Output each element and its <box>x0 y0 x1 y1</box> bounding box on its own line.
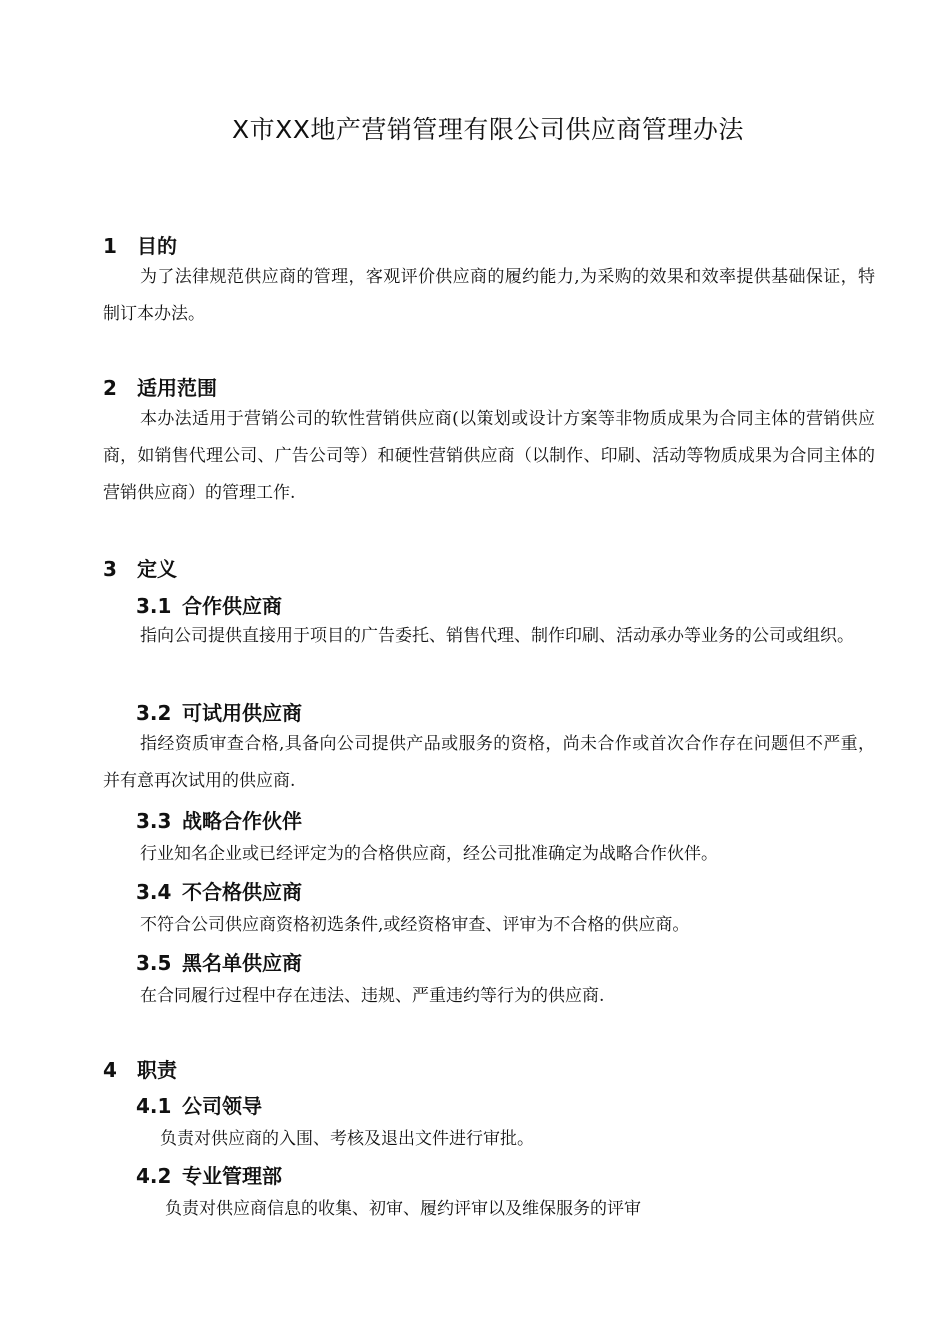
subsection-number: 3.5 <box>136 951 172 975</box>
subsection-number: 4.1 <box>136 1094 172 1118</box>
section-number: 3 <box>103 557 117 581</box>
subsection-title: 战略合作伙伴 <box>182 809 302 833</box>
subsection-4-1-heading <box>136 1090 262 1119</box>
section-4-heading <box>103 1054 177 1083</box>
section-1-paragraph: 为了法律规范供应商的管理，客观评价供应商的履约能力,为采购的效果和效率提供基础保证，特制订本办法。 <box>103 267 875 324</box>
subsection-3-1-paragraph: 指向公司提供直接用于项目的广告委托、销售代理、制作印刷、活动承办等业务的公司或组织。 <box>140 626 854 646</box>
section-number: 2 <box>103 376 117 400</box>
subsection-4-1-paragraph: 负责对供应商的入围、考核及退出文件进行审批。 <box>160 1129 534 1149</box>
subsection-title: 不合格供应商 <box>182 880 302 904</box>
section-title: 定义 <box>137 557 177 581</box>
subsection-number: 3.4 <box>136 880 172 904</box>
subsection-3-2-paragraph: 指经资质审查合格,具备向公司提供产品或服务的资格，尚未合作或首次合作存在问题但不严重，并有意再次试用的供应商. <box>103 734 875 791</box>
subsection-title: 可试用供应商 <box>182 701 302 725</box>
subsection-3-5-heading <box>136 947 302 976</box>
subsection-number: 3.3 <box>136 809 172 833</box>
subsection-3-1-heading <box>136 590 282 619</box>
subsection-title: 合作供应商 <box>182 594 282 618</box>
subsection-3-4-heading <box>136 876 302 905</box>
subsection-4-2-heading <box>136 1160 282 1189</box>
subsection-3-2-heading <box>136 697 302 726</box>
subsection-title: 黑名单供应商 <box>182 951 302 975</box>
subsection-number: 3.1 <box>136 594 172 618</box>
subsection-title: 公司领导 <box>182 1094 262 1118</box>
subsection-title: 专业管理部 <box>182 1164 282 1188</box>
section-number: 1 <box>103 234 117 258</box>
subsection-4-2-paragraph: 负责对供应商信息的收集、初审、履约评审以及维保服务的评审 <box>165 1199 641 1219</box>
section-3-heading <box>103 553 177 582</box>
section-number: 4 <box>103 1058 117 1082</box>
document-title: X市XX地产营销管理有限公司供应商管理办法 <box>232 115 744 144</box>
subsection-3-4-paragraph: 不符合公司供应商资格初选条件,或经资格审查、评审为不合格的供应商。 <box>140 915 690 935</box>
subsection-3-5-paragraph: 在合同履行过程中存在违法、违规、严重违约等行为的供应商. <box>140 986 605 1006</box>
section-title: 目的 <box>137 234 177 258</box>
subsection-3-3-heading <box>136 805 302 834</box>
subsection-number: 3.2 <box>136 701 172 725</box>
section-2-heading <box>103 372 217 401</box>
section-title: 适用范围 <box>137 376 217 400</box>
section-2-paragraph: 本办法适用于营销公司的软性营销供应商(以策划或设计方案等非物质成果为合同主体的营销供应商，如销售代理公司、广告公司等）和硬性营销供应商（以制作、印刷、活动等物质成果为合同主体的营销供应商）的管理工作. <box>103 409 875 503</box>
subsection-3-3-paragraph: 行业知名企业或已经评定为的合格供应商，经公司批准确定为战略合作伙伴。 <box>140 844 718 864</box>
section-title: 职责 <box>137 1058 177 1082</box>
section-1-heading <box>103 230 177 259</box>
subsection-number: 4.2 <box>136 1164 172 1188</box>
